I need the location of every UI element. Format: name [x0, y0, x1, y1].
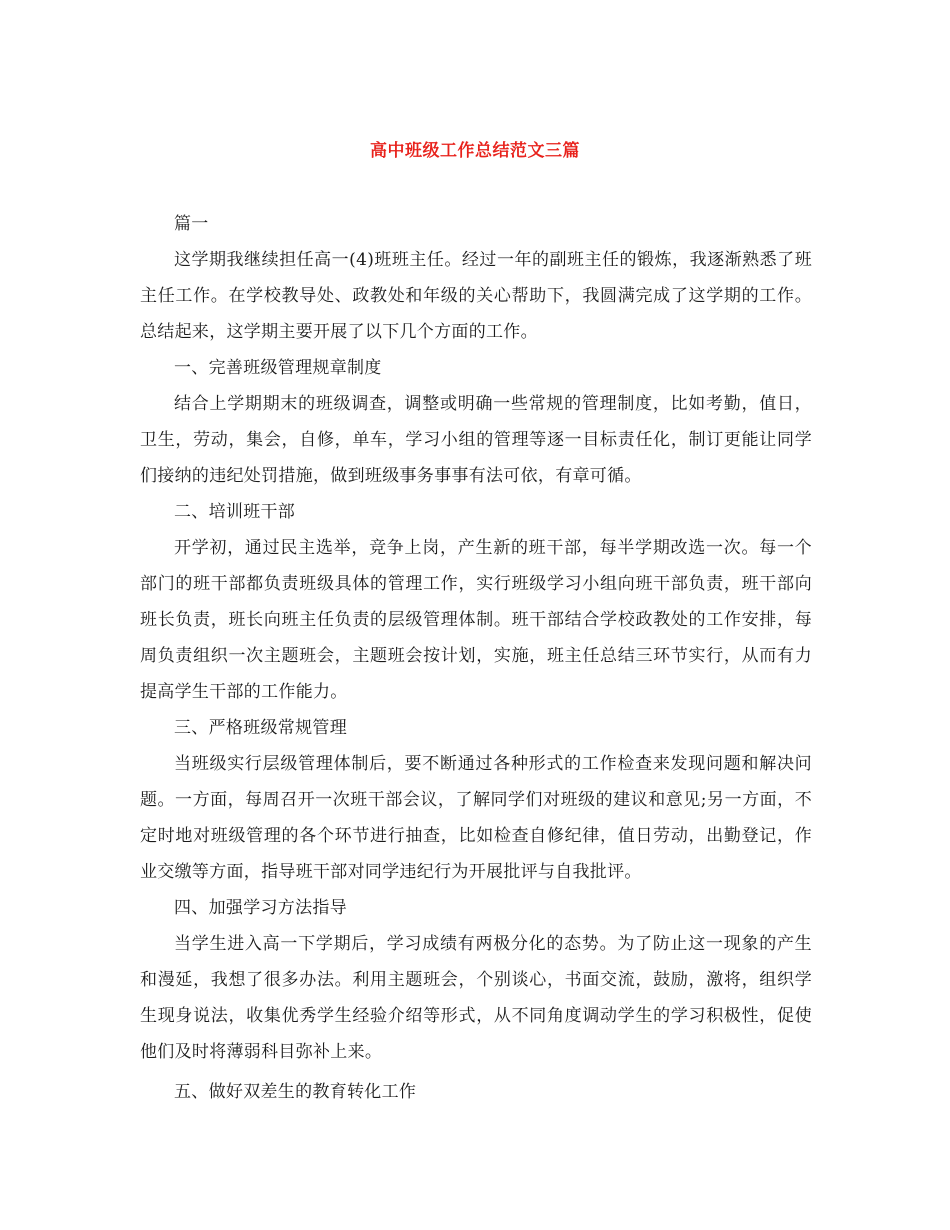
paragraph-intro: 这学期我继续担任高一(4)班班主任。经过一年的副班主任的锻炼，我逐渐熟悉了班主任工作。在学校教导处、政教处和年级的关心帮助下，我圆满完成了这学期的工作。总结起来，这学期主要开展了以下几个方面的工作。 [140, 250, 812, 342]
paragraph-3: 当班级实行层级管理体制后，要不断通过各种形式的工作检查来发现问题和解决问题。一方面，每周召开一次班干部会议，了解同学们对班级的建议和意见;另一方面，不定时地对班级管理的各个环节进行抽查，比如检查自修纪律，值日劳动，出勤登记，作业交缴等方面，指导班干部对同学违纪行为开展批评与自我批评。 [140, 754, 812, 882]
document-body [140, 206, 812, 1110]
paragraph-1: 结合上学期期末的班级调查，调整或明确一些常规的管理制度，比如考勤，值日，卫生，劳动，集会，自修，单车，学习小组的管理等逐一目标责任化，制订更能让同学们接纳的违纪处罚措施，做到班级事务事事有法可依，有章可循。 [140, 394, 812, 486]
section-heading-1: 一、完善班级管理规章制度 [174, 358, 382, 378]
section-heading-4: 四、加强学习方法指导 [174, 898, 347, 918]
section-heading-2: 二、培训班干部 [174, 502, 296, 522]
section-heading-5: 五、做好双差生的教育转化工作 [174, 1082, 417, 1102]
section-heading-3: 三、严格班级常规管理 [174, 718, 347, 738]
section-heading-pian-yi: 篇一 [174, 214, 209, 234]
paragraph-4: 当学生进入高一下学期后，学习成绩有两极分化的态势。为了防止这一现象的产生和漫延，我想了很多办法。利用主题班会，个别谈心，书面交流，鼓励，激将，组织学生现身说法，收集优秀学生经验介绍等形式，从不同角度调动学生的学习积极性，促使他们及时将薄弱科目弥补上来。 [140, 934, 812, 1062]
paragraph-2: 开学初，通过民主选举，竞争上岗，产生新的班干部，每半学期改选一次。每一个部门的班干部都负责班级具体的管理工作，实行班级学习小组向班干部负责，班干部向班长负责，班长向班主任负责的层级管理体制。班干部结合学校政教处的工作安排，每周负责组织一次主题班会，主题班会按计划，实施，班主任总结三环节实行，从而有力提高学生干部的工作能力。 [140, 538, 812, 702]
document-title: 高中班级工作总结范文三篇 [370, 141, 580, 161]
